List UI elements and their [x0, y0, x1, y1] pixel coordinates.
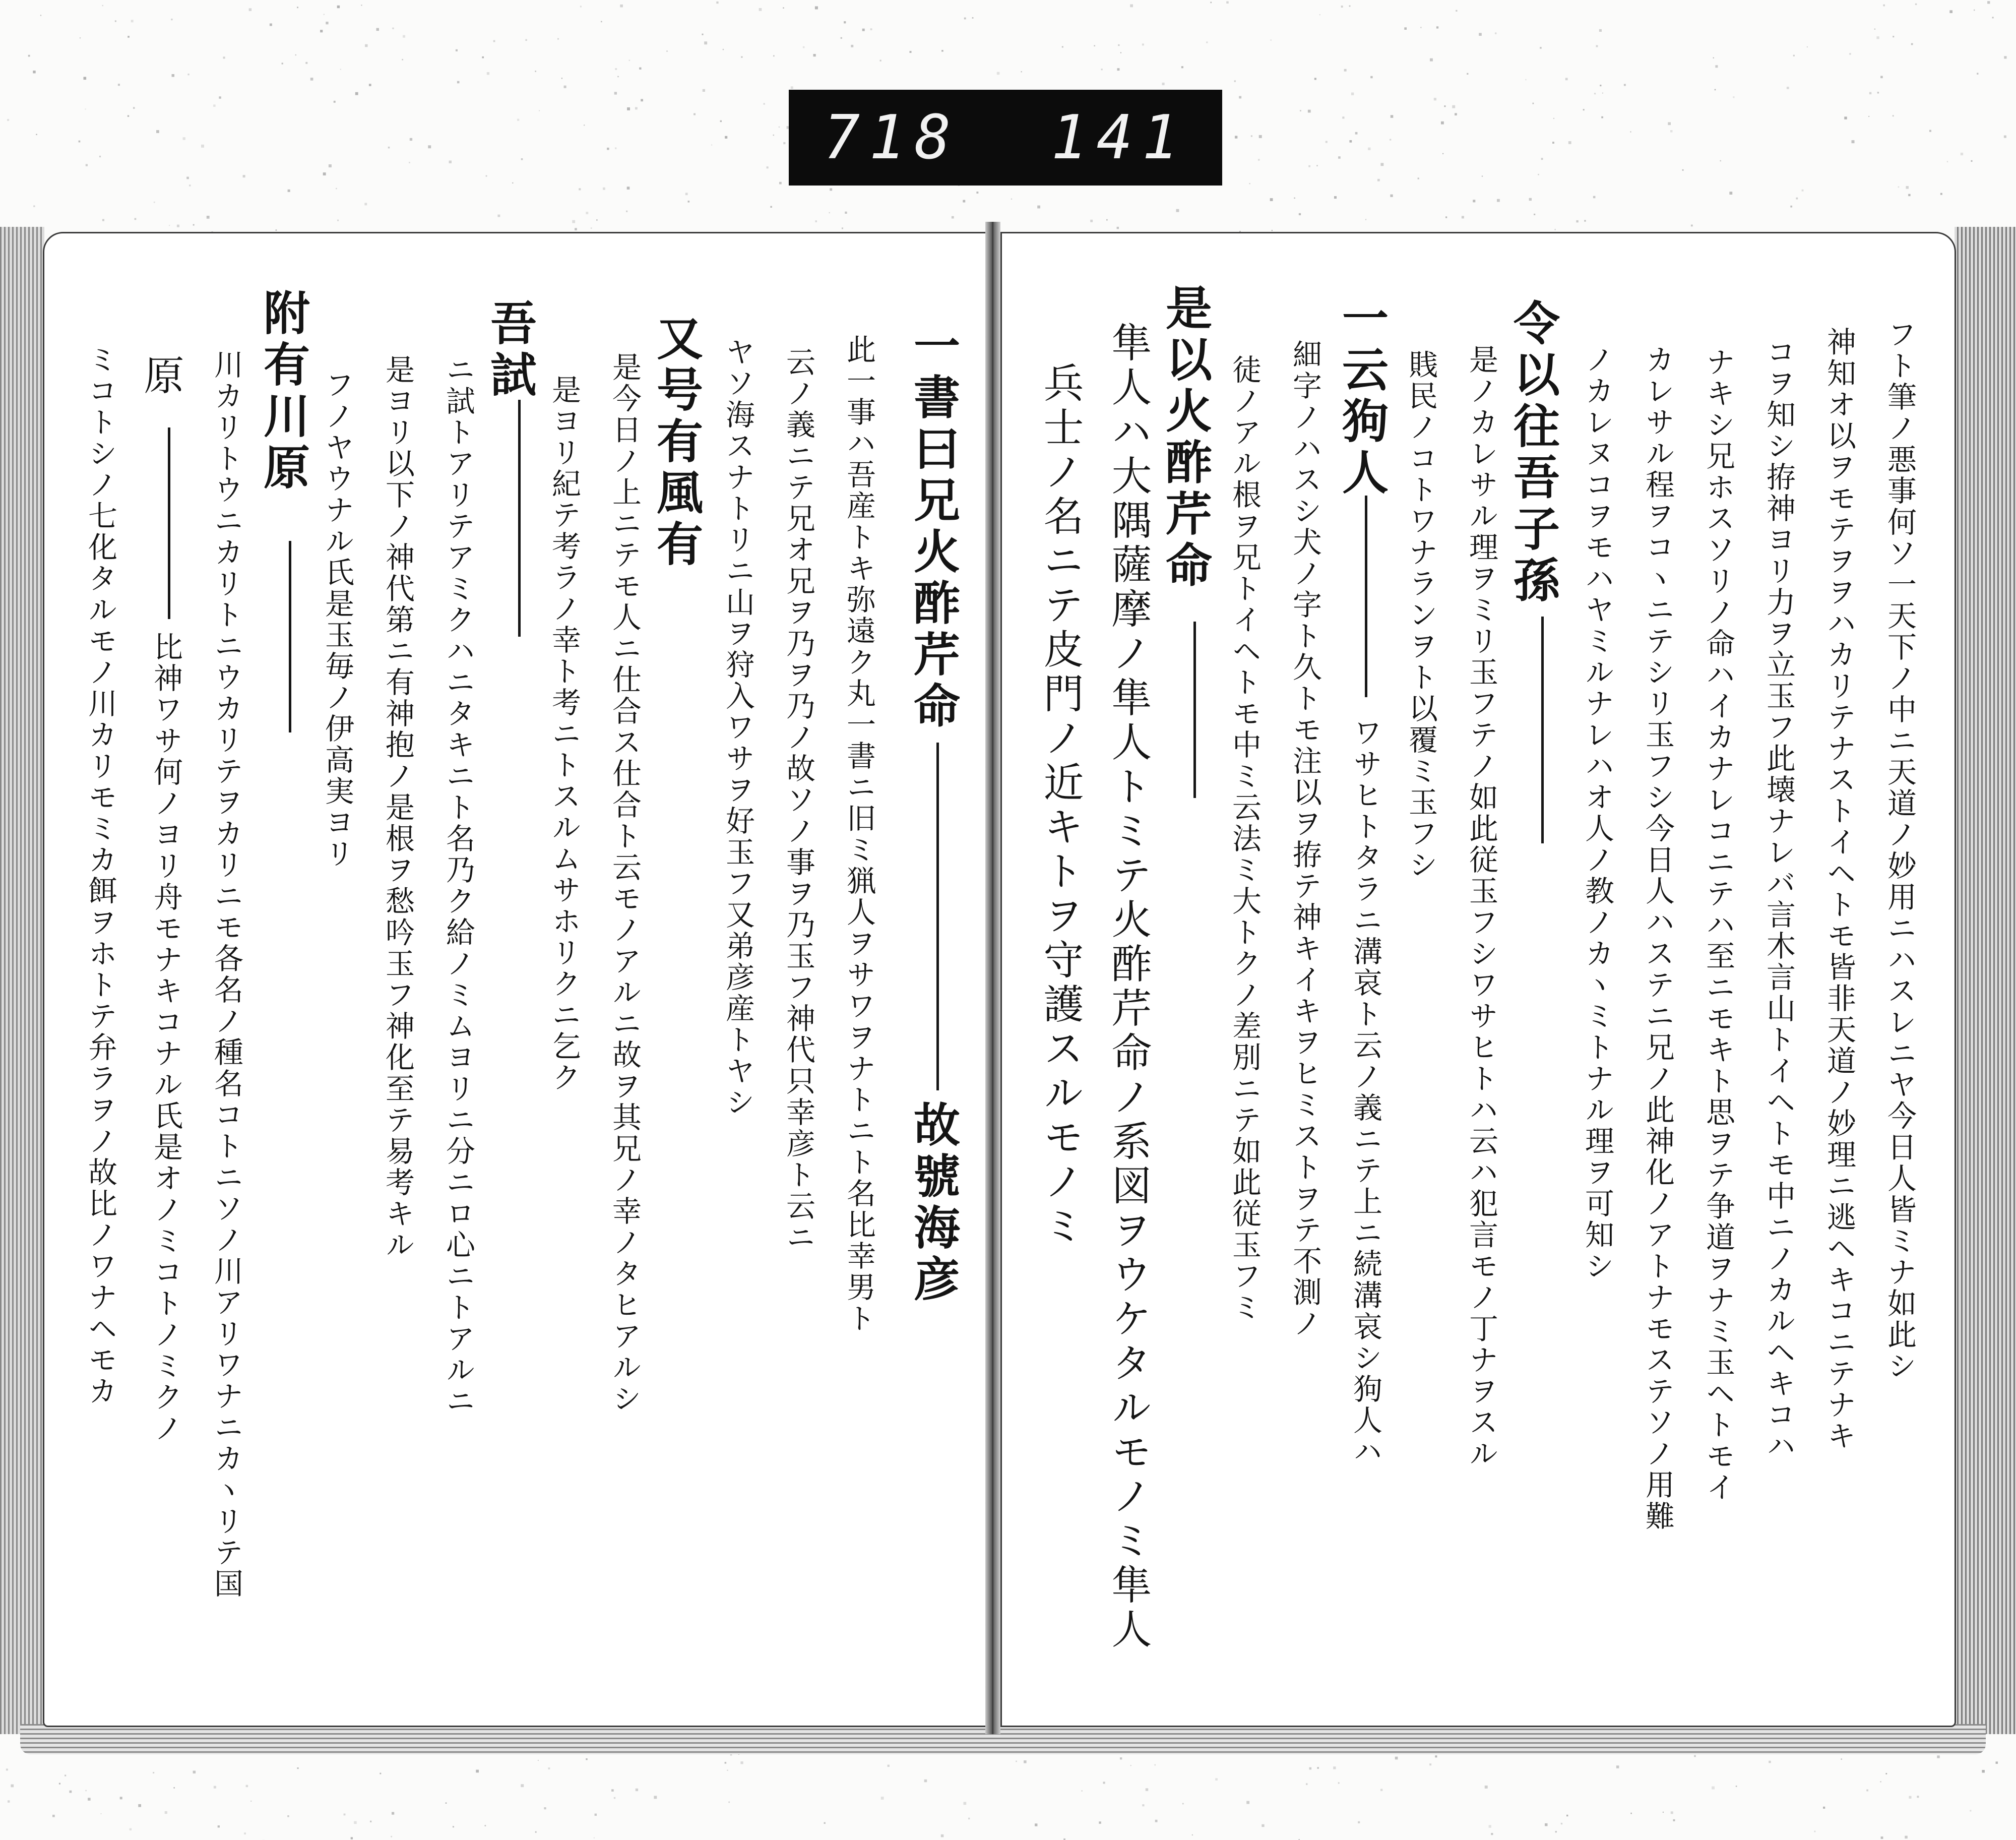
column: 是ノカレサル理ヲミリ玉フテノ如此従玉フシワサヒトハ云ハ犯言モノ丁ナヲスル [1464, 344, 1498, 1469]
left-page-stack-edge [0, 227, 44, 1734]
left-page [43, 232, 988, 1727]
column: 令以往吾子孫 [1506, 299, 1560, 607]
column: 故號海彦 [906, 1100, 961, 1306]
column: ワサヒトタラニ溝哀ト云ノ義ニテ上ニ続溝哀シ狗人ハ [1348, 717, 1382, 1467]
column: ノカレヌコヲモハヤミルナレハオ人ノ教ノカヽミトナル理ヲ可知シ [1580, 344, 1614, 1282]
column: カレサル程ヲコヽニテシリ玉フシ今日人ハステニ兄ノ此神化ノアトナモステソノ用難 [1641, 344, 1675, 1532]
column: 吾試 [483, 299, 537, 402]
column: 兵士ノ名ニテ皮門ノ近キトヲ守護スルモノミ [1037, 362, 1084, 1249]
column: ミコトシノ七化タルモノ川カリモミカ餌ヲホトテ弁ラヲノ故比ノワナヘモカ [83, 344, 117, 1407]
column: 比神ワサ何ノヨリ舟モナキコナル氏是オノミコトノミクノ [149, 632, 183, 1444]
bottom-page-stack-edge [20, 1724, 1986, 1754]
column: 附有川原 [256, 289, 310, 495]
column: 此一事ハ吾産トキ弥遠ク丸一書ニ旧ミ猟人ヲサワヲナトニト名比幸男ト [842, 334, 876, 1334]
column: ニ試トアリテアミクハニタキニト名乃ク給ノミムヨリニ分ニロ心ニトアルニ [441, 354, 475, 1417]
column: コヲ知シ拵神ヨリ力ヲ立玉フ此壊ナレバ言木言山トイヘトモ中ニノカルヘキコハ [1761, 337, 1796, 1462]
column: 川カリトウニカリトニウカリテヲカリニモ各名ノ種名コトニソノ川アリワナニカヽリテ国 [209, 349, 243, 1600]
column: 一書曰兄火酢芹命 [906, 322, 961, 733]
column: 是今日ノ上ニテモ人ニ仕合ス仕合ト云モノアルニ故ヲ其兄ノ幸ノタヒアルシ [607, 352, 642, 1415]
section-rule [1541, 617, 1544, 843]
column: 又号有風有 [649, 314, 704, 571]
column: 隼人ハ大隅薩摩ノ隼人トミテ火酢芹命ノ系図ヲウケタルモノミ隼人 [1105, 322, 1152, 1652]
frame-number-text: 718 141 [824, 102, 1187, 173]
column: ナキシ兄ホスソリノ命ハイカナレコニテハ至ニモキト思ヲテ争道ヲナミ玉ヘトモイ [1701, 347, 1735, 1503]
column: 賎民ノコトワナランヲト以覆ミ玉フシ [1404, 349, 1438, 881]
column: フト筆ノ悪事何ソ一天下ノ中ニ天道ノ妙用ニハスレニヤ今日人皆ミナ如此シ [1882, 319, 1917, 1382]
column: 神知オ以ヲモテヲヲハカリテナストイヘトモ皆非天道ノ妙理ニ逃ヘキコニテナキ [1822, 327, 1856, 1452]
column: フノヤウナル氏是玉毎ノ伊高実ヨリ [320, 370, 354, 870]
section-rule [289, 541, 291, 732]
section-rule [1365, 496, 1367, 697]
column: ヤソ海スナトリニ山ヲ狩入ワサヲ好玉フ又弟彦産トヤシ [721, 337, 755, 1118]
column: 一云狗人 [1335, 294, 1389, 500]
section-rule [1193, 622, 1196, 798]
book-gutter [985, 222, 1000, 1734]
column: 是以火酢芹命 [1158, 284, 1213, 592]
frame-number-label [789, 90, 1222, 186]
section-rule [518, 400, 521, 637]
column: 細字ノハスシ犬ノ字ト久トモ注以ヲ拵テ神キイキヲヒミストヲテ不測ノ [1288, 339, 1322, 1339]
section-rule [168, 427, 170, 619]
right-page [1000, 232, 1956, 1727]
column: 原 [137, 354, 184, 399]
column: 是ヨリ以下ノ神代第ニ有神抱ノ是根ヲ愁吟玉フ神化至テ易考キル [381, 354, 415, 1261]
column: 是ヨリ紀テ考ラノ幸ト考ニトスルムサホリクニ乞ク [547, 375, 581, 1093]
right-page-stack-edge [1955, 227, 2016, 1734]
column: 徒ノアル根ヲ兄トイヘトモ中ミ云法ミ大トクノ差別ニテ如此従玉フミ [1227, 354, 1262, 1323]
section-rule [936, 743, 939, 1090]
column: 云ノ義ニテ兄オ兄ヲ乃ヲ乃ノ故ソノ事ヲ乃玉フ神代只幸彦ト云ニ [781, 347, 815, 1253]
